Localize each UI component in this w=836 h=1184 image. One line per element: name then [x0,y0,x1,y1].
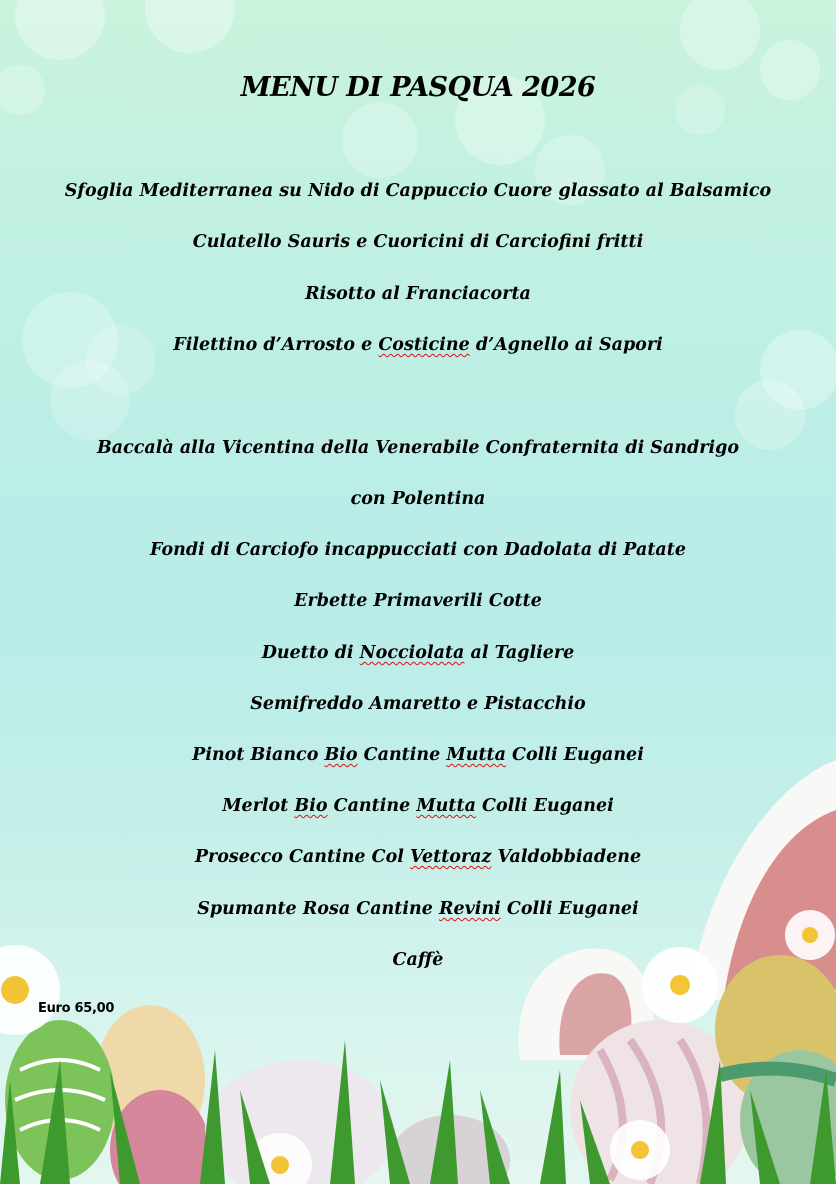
menu-item: Risotto al Franciacorta [305,284,531,304]
spellcheck-word: Bio [324,745,358,765]
menu-item [10,643,826,663]
menu-item: Fondi di Carciofo incappucciati con Dadolata di Patate [150,540,686,560]
menu-item-text: Colli Euganei [500,899,639,919]
spellcheck-word: Nocciolata [359,643,465,663]
menu-item-text: Colli Euganei [475,796,614,816]
menu-item [10,899,826,919]
menu-title: MENU DI PASQUA 2026 [240,72,596,103]
menu-item-text: Merlot [222,796,295,816]
menu-item: Culatello Sauris e Cuoricini di Carciofini fritti [192,232,644,252]
menu-item: Erbette Primaverili Cotte [294,591,542,611]
menu-item-text: Cantine [357,745,447,765]
menu-item-text: al Tagliere [464,643,575,663]
menu-item-text: d’Agnello ai Sapori [469,335,663,355]
menu-item-text: Prosecco Cantine Col [194,847,411,867]
spellcheck-word: Mutta [416,796,476,816]
menu-item: Caffè [392,950,444,970]
spellcheck-word: Mutta [446,745,506,765]
menu-item: Semifreddo Amaretto e Pistacchio [250,694,586,714]
menu-item [10,745,826,765]
menu-item-text: Pinot Bianco [192,745,325,765]
menu-item: con Polentina [350,489,486,509]
price-label: Euro 65,00 [38,1001,115,1016]
menu-item-text: Filettino d’Arrosto e [173,335,379,355]
menu-item-text: Colli Euganei [505,745,644,765]
menu-item [10,335,826,355]
menu-item-text: Valdobbiadene [491,847,642,867]
spellcheck-word: Bio [294,796,328,816]
menu-item: Baccalà alla Vicentina della Venerabile Confraternita di Sandrigo [96,438,740,458]
menu-item-text: Cantine [327,796,417,816]
menu-item-text: Spumante Rosa Cantine [197,899,439,919]
spellcheck-word: Costicine [378,335,470,355]
spellcheck-word: Vettoraz [410,847,492,867]
menu-item: Sfoglia Mediterranea su Nido di Cappuccio Cuore glassato al Balsamico [64,181,772,201]
spellcheck-word: Revini [438,899,501,919]
menu-item [10,847,826,867]
bokeh-lights [0,0,836,450]
menu-item [10,796,826,816]
menu-item-text: Duetto di [261,643,360,663]
